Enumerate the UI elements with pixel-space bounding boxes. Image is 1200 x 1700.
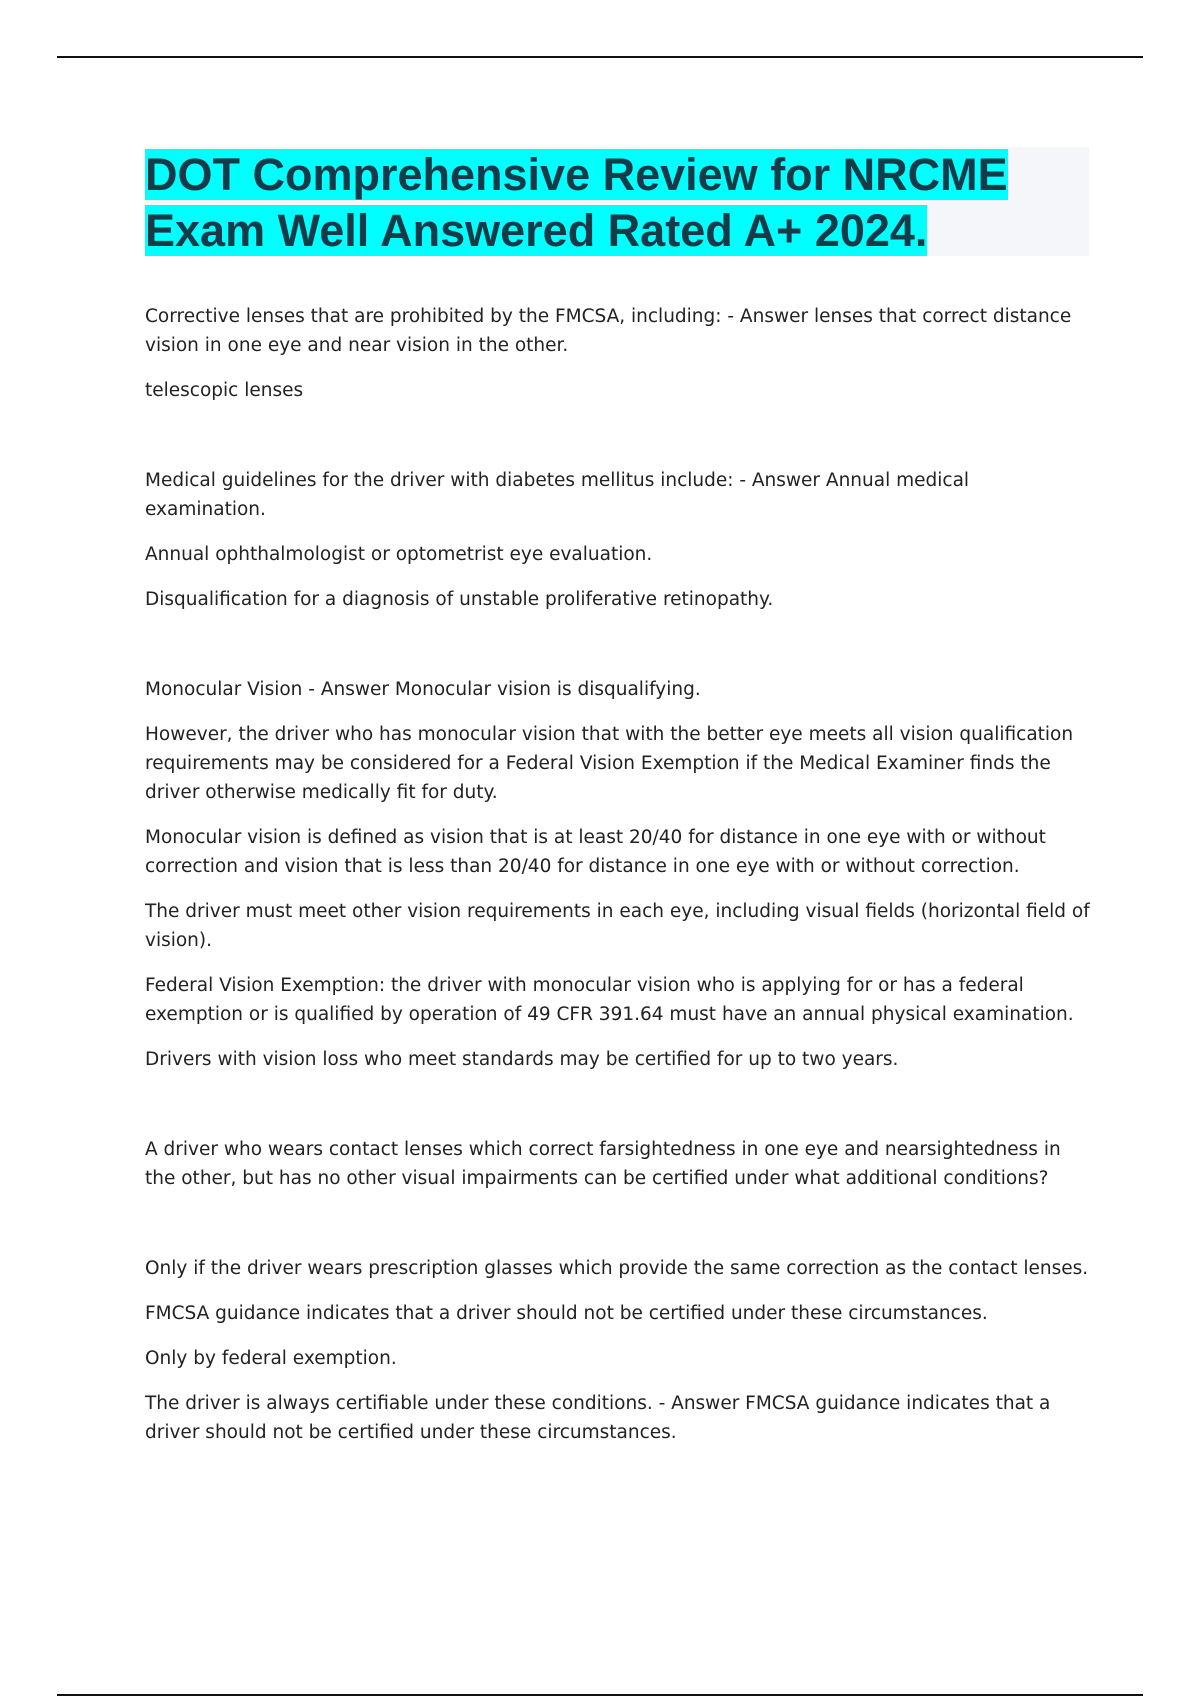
- answer-line: The driver must meet other vision requirements in each eye, including visual fields (horizontal field of vision).: [145, 901, 1090, 951]
- answer-line: Monocular vision is defined as vision that is at least 20/40 for distance in one eye with or without correction and vision that is less than 20/40 for distance in one eye with or without correction.: [145, 827, 1046, 877]
- option-line: Only by federal exemption.: [145, 1348, 397, 1369]
- question-spacer: [145, 1209, 1090, 1254]
- section-spacer: [145, 421, 1090, 466]
- footer-rule: [57, 1694, 1143, 1696]
- section-spacer: [145, 630, 1090, 675]
- document-body: [145, 302, 1090, 1463]
- qa-block-contact-lenses: [145, 1135, 1090, 1447]
- header-rule: [57, 56, 1143, 58]
- qa-question-answer: Medical guidelines for the driver with diabetes mellitus include: - Answer Annual medical examination.: [145, 470, 970, 520]
- title-line-2: Exam Well Answered Rated A+ 2024.: [145, 205, 928, 256]
- section-spacer: [145, 1090, 1090, 1135]
- qa-block-corrective-lenses: [145, 302, 1090, 405]
- answer-line: Drivers with vision loss who meet standards may be certified for up to two years.: [145, 1049, 899, 1070]
- qa-block-monocular-vision: [145, 675, 1090, 1074]
- qa-question-answer: Corrective lenses that are prohibited by the FMCSA, including: - Answer lenses that correct distance vision in one eye and near vision in the other.: [145, 306, 1072, 356]
- answer-line: However, the driver who has monocular vision that with the better eye meets all vision qualification requirements may be considered for a Federal Vision Exemption if the Medical Examiner finds the driver otherwise medically fit for duty.: [145, 724, 1074, 803]
- title-line-1: DOT Comprehensive Review for NRCME: [145, 149, 1008, 200]
- question-text: A driver who wears contact lenses which correct farsightedness in one eye and nearsightedness in the other, but has no other visual impairments can be certified under what additional conditions?: [145, 1139, 1061, 1189]
- answer-line: Disqualification for a diagnosis of unstable proliferative retinopathy.: [145, 589, 774, 610]
- option-answer-line: The driver is always certifiable under these conditions. - Answer FMCSA guidance indicates that a driver should not be certified under these circumstances.: [145, 1393, 1051, 1443]
- answer-line: Annual ophthalmologist or optometrist eye evaluation.: [145, 544, 653, 565]
- answer-line: Federal Vision Exemption: the driver with monocular vision who is applying for or has a federal exemption or is qualified by operation of 49 CFR 391.64 must have an annual physical examination.: [145, 975, 1074, 1025]
- qa-block-diabetes: [145, 466, 1090, 614]
- answer-line: telescopic lenses: [145, 380, 304, 401]
- option-line: Only if the driver wears prescription glasses which provide the same correction as the contact lenses.: [145, 1258, 1089, 1279]
- qa-question-answer: Monocular Vision - Answer Monocular vision is disqualifying.: [145, 679, 701, 700]
- page-title: [145, 147, 1089, 259]
- option-line: FMCSA guidance indicates that a driver should not be certified under these circumstances.: [145, 1303, 988, 1324]
